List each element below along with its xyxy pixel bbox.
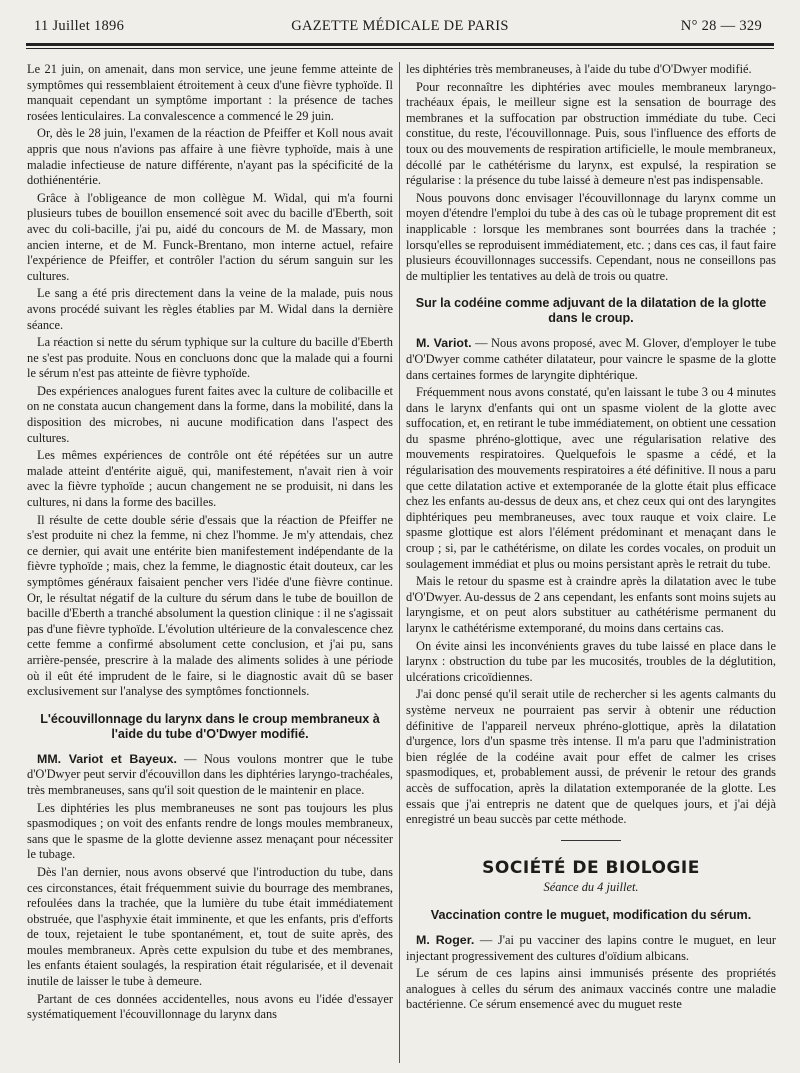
paragraph: Mais le retour du spasme est à craindre après la dilatation avec le tube d'O'Dwyer. Au-dessus de 2 ans cependant, les enfants sont moins sujets au laryngisme, et on peut alors substituer au cathétérisme permanent du larynx le cathétérisme extemporané, du moins dans certains cas. [406, 574, 776, 635]
paragraph-text: — J'ai pu vacciner des lapins contre le muguet, en leur injectant progressivement des cultures d'oïdium albicans. [406, 932, 776, 963]
session-date: Séance du 4 juillet. [543, 880, 639, 895]
paragraph: Le 21 juin, on amenait, dans mon service, une jeune femme atteinte de symptômes qui ressemblaient étroitement à ceux d'une fièvre typhoïde. Il manquait cependant un symptôme important : la présence de taches rosées lenticulaires. La convalescence a commencé le 29 juin. [27, 62, 393, 123]
paragraph: les diphtéries très membraneuses, à l'aide du tube d'O'Dwyer modifié. [406, 62, 752, 76]
paragraph: J'ai donc pensé qu'il serait utile de rechercher si les agents calmants du système nerveux ne pourraient pas servir à obtenir une réduction définitive de l'appareil nerveux phréno-glottique, après la dilatation d'urgence, lors d'un spasme très intense. Il m'a paru que l'administration bien réglée de la codéine avait pour effet de calmer les crises spasmodiques, et, probablement aussi, de prévenir le retour des grands accès de suffocation, après la dilatation extemporanée de la glotte. Les essais que j'ai entrepris ne datent que de quelques jours, et j'ai déjà enregistré un beau succès par cette méthode. [406, 687, 776, 827]
paragraph: Des expériences analogues furent faites avec la culture de colibacille et on ne constata aucun changement dans la forme, dans la mobilité, dans la disposition des microbes, ni aucune modification dans l'aspect des cultures. [27, 383, 393, 445]
paragraph: La réaction si nette du sérum typhique sur la culture du bacille d'Eberth ne s'est pas produite. Nous en concluons donc que la malade qui a fourni le sérum n'est pas atteinte de fièvre typhoïde. [27, 335, 393, 381]
paragraph-text: — Nous avons proposé, avec M. Glover, d'employer le tube d'O'Dwyer comme cathéter dilatateur, pour vaincre le spasme de la glotte dans certaines formes de laryngite diphtérique. [406, 336, 776, 382]
paragraph: Les mêmes expériences de contrôle ont été répétées sur un autre malade atteint d'entérite aiguë, qui, manifestement, n'avait rien à voir avec la fièvre typhoïde ; aucun changement ne se produisit, ni dans les cultures, ni dans la forme des bacilles. [27, 448, 393, 510]
issue-date: 11 Juillet 1896 [34, 18, 125, 34]
section-heading: L'écouvillonnage du larynx dans le croup membraneux à l'aide du tube d'O'Dwyer modifié. [40, 711, 380, 741]
paragraph [406, 933, 776, 964]
paragraph: Le sang a été pris directement dans la veine de la malade, puis nous avons procédé suivant les règles établies par M. Widal dans la dernière séance. [27, 286, 393, 332]
paragraph: Partant de ces données accidentelles, nous avons eu l'idée d'essayer systématiquement l'écouvillonnage du larynx dans [27, 991, 393, 1022]
paragraph: Grâce à l'obligeance de mon collègue M. Widal, qui m'a fourni plusieurs tubes de bouillon ensemencé soit avec du bacille d'Eberth, soit avec du coli-bacille, j'ai pu, aidé du concours de M. de Massary, mon ancien interne, et de M. Funck-Brentano, mon interne actuel, refaire l'expérience de Pfeiffer, et contrôler l'action du sérum sanguin sur les cultures. [27, 190, 393, 283]
speaker-name: MM. Variot et Bayeux. [37, 751, 177, 766]
paragraph: Or, dès le 28 juin, l'examen de la réaction de Pfeiffer et Koll nous avait appris que nous n'avions pas affaire à une fièvre typhoïde, mais à une maladie infectieuse de nature différente, n'ayant pas la spécificité de la dothiénentérie. [27, 126, 393, 188]
section-heading: Sur la codéine comme adjuvant de la dilatation de la glotte dans le croup. [415, 296, 767, 326]
section-heading: Vaccination contre le muguet, modification du sérum. [430, 907, 752, 922]
paragraph-text: — Nous voulons montrer que le tube d'O'Dwyer peut servir d'écouvillon dans les diphtéries laryngo-trachéales, très membraneuses, sans qu'il soit question de le maintenir en place. [27, 751, 393, 797]
speaker-name: M. Roger. [416, 932, 475, 947]
paragraph [406, 336, 776, 383]
header-rule-thin [26, 48, 774, 49]
paragraph [27, 752, 393, 799]
paragraph: Il résulte de cette double série d'essais que la réaction de Pfeiffer ne s'est produite ni chez la femme, ni chez l'homme. Je m'y attendais, chez ce dernier, qui avait une entérite bien manifestement indépendante de la fièvre typhoïde ; mais, chez la femme, le diagnostic était douteux, car les symptômes généraux faisaient pencher vers l'idée d'une fièvre continue. Or, le résultat négatif de la culture du sérum dans le tube de bouillon de bacille d'Eberth a tranché absolument la question clinique : il ne s'agissait pas d'une fièvre typhoïde. L'évolution ultérieure de la convalescence chez cette femme a confirmé absolument cette conclusion, et j'ai pu, sans arrière-pensée, prescrire à la malade des aliments solides à une période où il eût été imprudent de le faire, si le diagnostic avait dû se baser exclusivement sur l'analyse des symptômes fonctionnels. [27, 512, 393, 699]
speaker-name: M. Variot. [416, 336, 472, 351]
paragraph: Fréquemment nous avons constaté, qu'en laissant le tube 3 ou 4 minutes dans le larynx d'enfants qui ont un spasme violent de la glotte avec suffocation, et, en retirant le tube immédiatement, on obtient une cessation du spasme phréno-glottique, avec une régularisation relative des mouvements respiratoires. Quelquefois le spasme a cédé, et la régularisation des mouvements respiratoires a été définitive. Il nous a paru que cette dilatation active et extemporanée de la glotte était plus efficace chez les enfants au-dessus de deux ans, et chez ceux qui ont des laryngites diphtériques peu membraneuses, avec toux rauque et voix claire. Le spasme glottique est alors l'élément prédominant et menaçant dans le croup ; si, par le cathétérisme, on dilate les cordes vocales, on produit un soulagement immédiat et plus ou moins persistant après le retrait du tube. [406, 385, 776, 571]
page-header [24, 16, 776, 40]
page-number: N° 28 — 329 [680, 18, 762, 34]
society-heading: SOCIÉTÉ DE BIOLOGIE [482, 857, 700, 878]
header-rule-thick [26, 43, 774, 46]
paragraph: Pour reconnaître les diphtéries avec moules membraneux laryngo-trachéaux épais, le meilleur signe est la sensation de bourrage des membranes et la suffocation par obstruction immédiate du tube. Ceci constitue, du reste, l'écouvillonnage. Puis, sous l'influence des efforts de toux ou des mouvements de respiration artificielle, le moule membraneux, décollé par le cathétérisme du larynx, est expulsé, la respiration se régularise : la présence du tube laissé à demeure n'est pas indispensable. [406, 79, 776, 188]
section-separator [561, 840, 621, 841]
paragraph: Dès l'an dernier, nous avons observé que l'introduction du tube, dans ces circonstances, était fréquemment suivie du bourrage des membranes, refoulées dans la trachée, que la lumière du tube était immédiatement obstruée, que l'asphyxie était imminente, et que les enfants, pris d'efforts de toux, rejetaient le tube spontanément, et, tout de suite après, des moules membraneux. Après cette expulsion du tube et des membranes, les enfants étaient soulagés, la respiration était régularisée, et il devenait inutile de laisser le tube à demeure. [27, 864, 393, 989]
right-column [406, 62, 776, 1015]
paragraph: Le sérum de ces lapins ainsi immunisés présente des propriétés analogues à celles du sérum des animaux vaccinés contre une maladie bactérienne. Ce sérum ensemencé avec du muguet reste [406, 966, 776, 1012]
left-column [27, 62, 393, 1025]
column-divider [399, 62, 400, 1063]
paragraph: Les diphtéries les plus membraneuses ne sont pas toujours les plus spasmodiques ; on voit des enfants rendre de longs moules membraneux, sans que le spasme de la glotte devienne assez menaçant pour nécessiter le tubage. [27, 800, 393, 862]
paragraph: Nous pouvons donc envisager l'écouvillonnage du larynx comme un moyen d'étendre l'emploi du tube à des cas où le tubage proprement dit est inapplicable : lorsque les membranes sont bourrées dans la trachée ; lorsqu'elles se reproduisent immédiatement, etc. ; dans ces cas, il faut faire plusieurs écouvillonnages successifs. Cependant, nous ne conseillons pas de multiplier les tentatives au delà de trois ou quatre. [406, 190, 776, 283]
paragraph: On évite ainsi les inconvénients graves du tube laissé en place dans le larynx : obstruction du tube par les mucosités, troubles de la déglutition, ulcérations cricoïdiennes. [406, 638, 776, 684]
journal-title: GAZETTE MÉDICALE DE PARIS [291, 18, 509, 34]
